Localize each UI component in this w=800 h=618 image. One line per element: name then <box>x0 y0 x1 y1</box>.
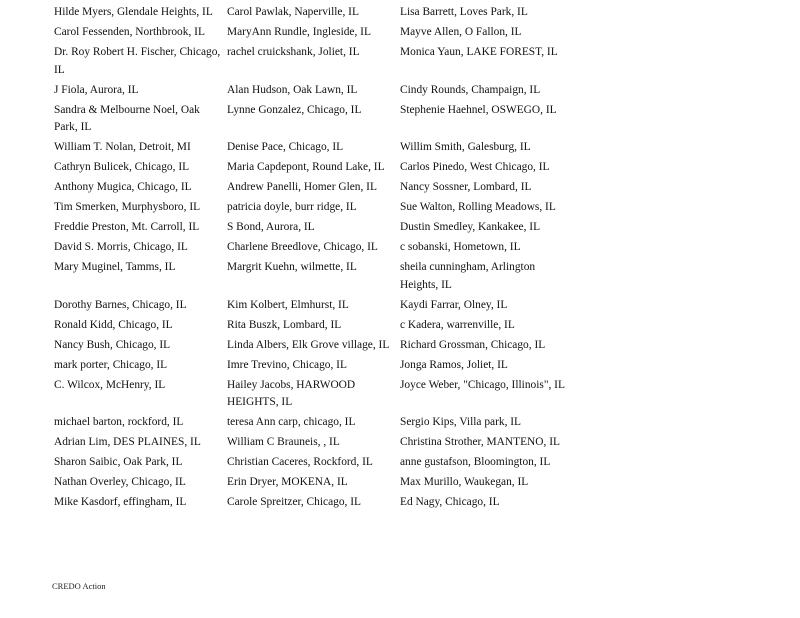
signer-entry: David S. Morris, Chicago, IL <box>54 241 188 253</box>
signer-entry: Adrian Lim, DES PLAINES, IL <box>54 436 201 448</box>
signer-entry: Christina Strother, MANTENO, IL <box>400 436 560 448</box>
signer-entry: Margrit Kuehn, wilmette, IL <box>227 261 357 273</box>
signer-entry: Mayve Allen, O Fallon, IL <box>400 26 522 38</box>
signer-entry: Sharon Saibic, Oak Park, IL <box>54 456 183 468</box>
signer-entry: Carlos Pinedo, West Chicago, IL <box>400 161 550 173</box>
signer-entry: Carol Fessenden, Northbrook, IL <box>54 26 205 38</box>
signer-entry: William T. Nolan, Detroit, MI <box>54 141 191 153</box>
signer-entry: Maria Capdepont, Round Lake, IL <box>227 161 385 173</box>
signer-row <box>54 44 574 82</box>
signer-entry: Cindy Rounds, Champaign, IL <box>400 83 541 96</box>
signer-entry: J Fiola, Aurora, IL <box>54 83 139 96</box>
signer-row <box>54 179 574 199</box>
signer-row <box>54 24 574 44</box>
signer-entry: c Kadera, warrenville, IL <box>400 318 515 331</box>
signer-entry: Charlene Breedlove, Chicago, IL <box>227 241 378 253</box>
signer-list <box>54 4 574 514</box>
signer-entry: Alan Hudson, Oak Lawn, IL <box>227 83 358 96</box>
signer-row <box>54 4 574 24</box>
signer-entry: teresa Ann carp, chicago, IL <box>227 416 356 428</box>
signer-row <box>54 297 574 317</box>
signer-entry: Willim Smith, Galesburg, IL <box>400 141 531 153</box>
signer-entry: mark porter, Chicago, IL <box>54 358 168 371</box>
signer-entry: Lynne Gonzalez, Chicago, IL <box>227 103 362 116</box>
signer-entry: Dr. Roy Robert H. Fischer, Chicago, IL <box>54 46 221 76</box>
signer-row <box>54 317 574 337</box>
signer-entry: Carole Spreitzer, Chicago, IL <box>227 496 361 508</box>
signer-row <box>54 159 574 179</box>
signer-row <box>54 82 574 102</box>
signer-entry: Joyce Weber, "Chicago, Illinois", IL <box>400 378 565 391</box>
signer-entry: Carol Pawlak, Naperville, IL <box>227 6 359 18</box>
signer-entry: Mary Muginel, Tamms, IL <box>54 261 176 273</box>
signer-entry: Richard Grossman, Chicago, IL <box>400 338 546 351</box>
signer-entry: Hilde Myers, Glendale Heights, IL <box>54 6 213 18</box>
signer-entry: Anthony Mugica, Chicago, IL <box>54 181 192 193</box>
signer-entry: Monica Yaun, LAKE FOREST, IL <box>400 46 558 58</box>
signer-entry: Hailey Jacobs, HARWOOD HEIGHTS, IL <box>227 378 356 408</box>
signer-entry: Christian Caceres, Rockford, IL <box>227 456 373 468</box>
signer-entry: Nathan Overley, Chicago, IL <box>54 476 186 488</box>
signer-entry: Denise Pace, Chicago, IL <box>227 141 344 153</box>
signer-entry: Kaydi Farrar, Olney, IL <box>400 298 508 311</box>
signer-row <box>54 494 574 514</box>
signer-row <box>54 139 574 159</box>
signer-row <box>54 454 574 474</box>
signer-row <box>54 434 574 454</box>
signer-entry: Freddie Preston, Mt. Carroll, IL <box>54 221 200 233</box>
signer-row <box>54 357 574 377</box>
signer-entry: Imre Trevino, Chicago, IL <box>227 358 347 371</box>
signer-entry: c sobanski, Hometown, IL <box>400 241 521 253</box>
signer-entry: Linda Albers, Elk Grove village, IL <box>227 338 390 351</box>
signer-entry: Dustin Smedley, Kankakee, IL <box>400 221 541 233</box>
signer-entry: Lisa Barrett, Loves Park, IL <box>400 6 528 18</box>
signer-entry: Ed Nagy, Chicago, IL <box>400 496 500 508</box>
signer-entry: Rita Buszk, Lombard, IL <box>227 318 342 331</box>
signer-entry: anne gustafson, Bloomington, IL <box>400 456 551 468</box>
signer-entry: William C Brauneis, , IL <box>227 436 340 448</box>
signer-entry: rachel cruickshank, Joliet, IL <box>227 46 360 58</box>
signer-entry: Cathryn Bulicek, Chicago, IL <box>54 161 190 173</box>
signer-entry: Dorothy Barnes, Chicago, IL <box>54 298 187 311</box>
signer-entry: Sue Walton, Rolling Meadows, IL <box>400 201 556 213</box>
signer-entry: Erin Dryer, MOKENA, IL <box>227 476 348 488</box>
signer-entry: Ronald Kidd, Chicago, IL <box>54 318 173 331</box>
signer-row <box>54 239 574 259</box>
signer-row <box>54 259 574 297</box>
signer-row <box>54 337 574 357</box>
signer-row <box>54 102 574 140</box>
signer-entry: Stephenie Haehnel, OSWEGO, IL <box>400 103 557 116</box>
signer-entry: Nancy Sossner, Lombard, IL <box>400 181 532 193</box>
signer-entry: Sergio Kips, Villa park, IL <box>400 416 522 428</box>
signer-table <box>54 4 574 514</box>
signer-entry: C. Wilcox, McHenry, IL <box>54 378 166 391</box>
signer-entry: Mike Kasdorf, effingham, IL <box>54 496 187 508</box>
signer-entry: Tim Smerken, Murphysboro, IL <box>54 201 201 213</box>
signer-row <box>54 219 574 239</box>
signer-entry: Sandra & Melbourne Noel, Oak Park, IL <box>54 103 200 133</box>
signer-entry: Andrew Panelli, Homer Glen, IL <box>227 181 377 193</box>
signer-entry: S Bond, Aurora, IL <box>227 221 315 233</box>
signer-row <box>54 199 574 219</box>
signer-row <box>54 474 574 494</box>
footer-text: CREDO Action <box>52 581 106 591</box>
signer-entry: Kim Kolbert, Elmhurst, IL <box>227 298 349 311</box>
signer-entry: Max Murillo, Waukegan, IL <box>400 476 529 488</box>
signer-row <box>54 414 574 434</box>
signer-entry: sheila cunningham, Arlington Heights, IL <box>400 261 536 291</box>
signer-entry: michael barton, rockford, IL <box>54 416 184 428</box>
signer-row <box>54 377 574 415</box>
signer-entry: Nancy Bush, Chicago, IL <box>54 338 171 351</box>
signer-entry: Jonga Ramos, Joliet, IL <box>400 358 508 371</box>
signer-entry: MaryAnn Rundle, Ingleside, IL <box>227 26 371 38</box>
signer-entry: patricia doyle, burr ridge, IL <box>227 201 357 213</box>
